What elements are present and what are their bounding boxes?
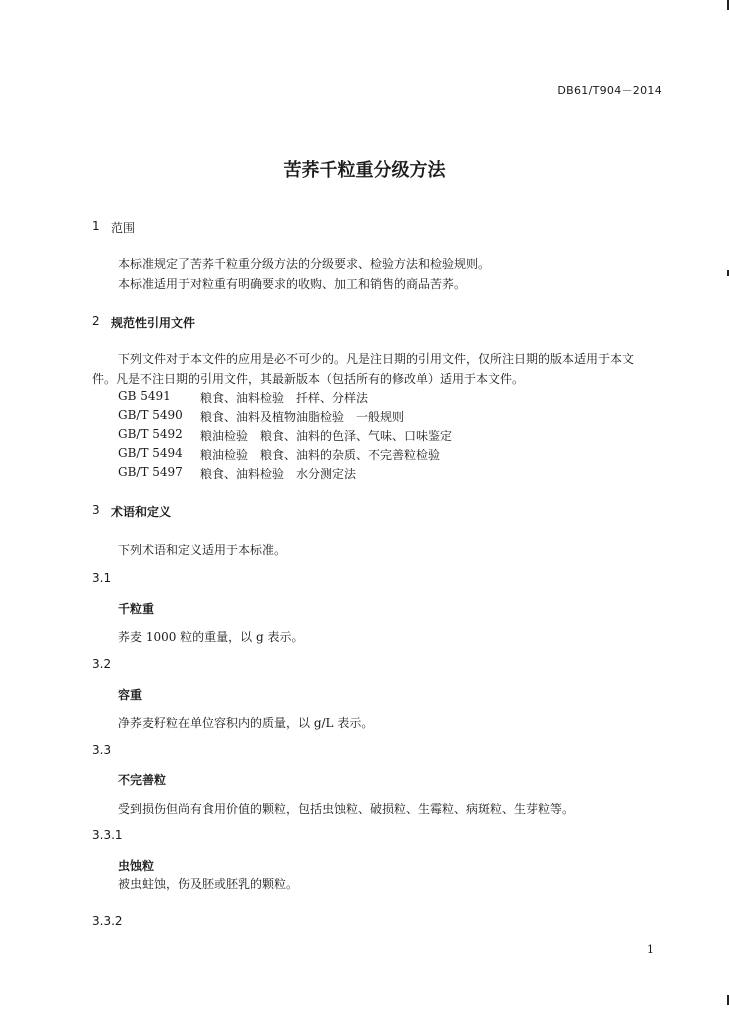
document-title: 苦荞千粒重分级方法: [283, 160, 446, 181]
term-number: 3.3: [92, 743, 112, 757]
reference-code: GB 5491: [118, 389, 171, 403]
term-number: 3.2: [92, 657, 112, 671]
paragraph: 本标准规定了苦荞千粒重分级方法的分级要求、检验方法和检验规则。: [118, 257, 491, 271]
section-title-references: 规范性引用文件: [111, 316, 196, 330]
reference-title: 粮油检验 粮食、油料的色泽、气味、口味鉴定: [200, 429, 453, 443]
term-number: 3.3.1: [92, 828, 123, 842]
term-definition: 被虫蛀蚀，伤及胚或胚乳的颗粒。: [118, 877, 299, 891]
term-definition: 净荞麦籽粒在单位容积内的质量，以 g/L 表示。: [118, 716, 374, 730]
reference-code: GB/T 5492: [118, 427, 183, 441]
paragraph: 件。凡是不注日期的引用文件，其最新版本（包括所有的修改单）适用于本文件。: [92, 372, 525, 386]
page-number: 1: [647, 943, 654, 956]
term-name: 虫蚀粒: [118, 859, 155, 873]
standard-code: DB61/T904－2014: [557, 84, 662, 97]
term-name: 容重: [118, 688, 143, 702]
term-definition: 荞麦 1000 粒的重量，以 g 表示。: [118, 630, 304, 644]
section-title-scope: 范围: [111, 221, 136, 235]
term-number: 3.1: [92, 571, 112, 585]
reference-title: 粮食、油料及植物油脂检验 一般规则: [200, 410, 405, 424]
reference-code: GB/T 5494: [118, 446, 183, 460]
reference-title: 粮油检验 粮食、油料的杂质、不完善粒检验: [200, 448, 441, 462]
section-number: 3: [92, 503, 100, 517]
term-name: 不完善粒: [118, 773, 167, 787]
term-definition: 受到损伤但尚有食用价值的颗粒，包括虫蚀粒、破损粒、生霉粒、病斑粒、生芽粒等。: [118, 802, 575, 816]
paragraph: 下列术语和定义适用于本标准。: [118, 543, 287, 557]
reference-title: 粮食、油料检验 水分测定法: [200, 467, 357, 481]
paragraph: 下列文件对于本文件的应用是必不可少的。凡是注日期的引用文件，仅所注日期的版本适用于本文: [118, 352, 635, 366]
term-name: 千粒重: [118, 602, 155, 616]
paragraph: 本标准适用于对粒重有明确要求的收购、加工和销售的商品苦荞。: [118, 277, 467, 291]
reference-title: 粮食、油料检验 扦样、分样法: [200, 391, 369, 405]
reference-code: GB/T 5497: [118, 465, 183, 479]
reference-code: GB/T 5490: [118, 408, 183, 422]
section-number: 1: [92, 219, 100, 233]
section-number: 2: [92, 314, 100, 328]
term-number: 3.3.2: [92, 914, 123, 928]
section-title-terms: 术语和定义: [111, 505, 172, 519]
